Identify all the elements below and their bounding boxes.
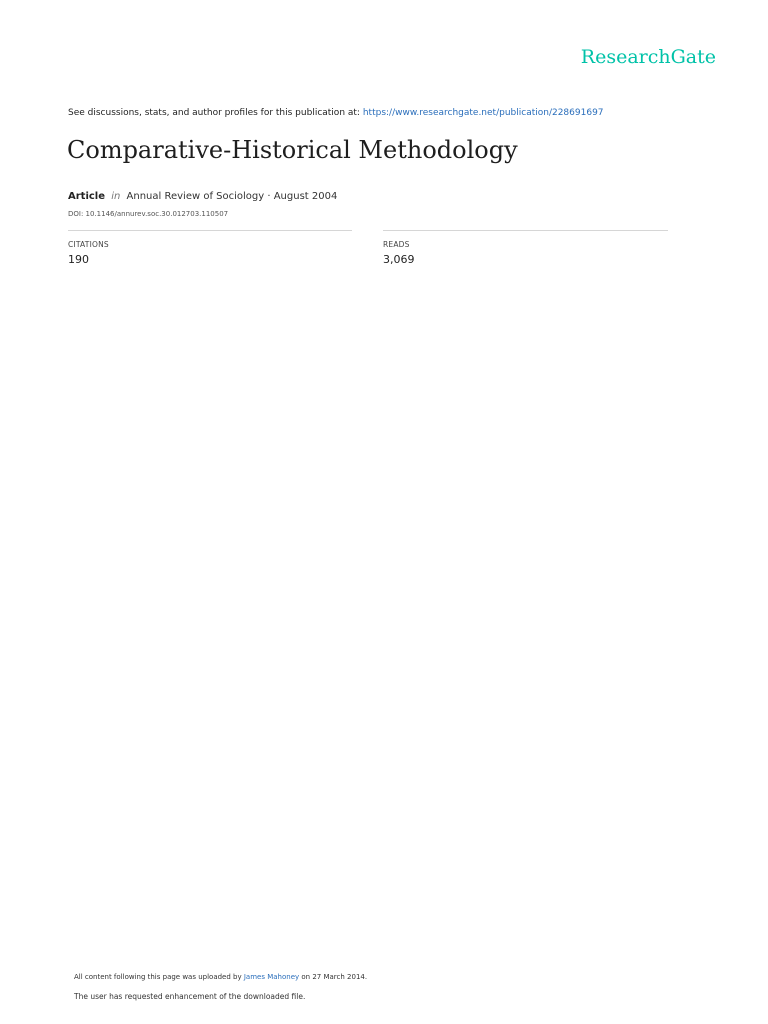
citations-stat xyxy=(68,230,352,266)
publication-type: Article xyxy=(68,191,106,202)
citations-label: CITATIONS xyxy=(68,240,109,249)
discussion-line xyxy=(68,108,604,118)
discussion-prefix: See discussions, stats, and author profiles for this publication at: xyxy=(68,108,360,118)
venue-date: Annual Review of Sociology · August 2004 xyxy=(126,191,338,202)
in-label: in xyxy=(111,191,121,202)
publication-meta xyxy=(68,191,337,202)
request-note: The user has requested enhancement of the downloaded file. xyxy=(74,992,306,1001)
reads-label: READS xyxy=(383,240,410,249)
researchgate-logo[interactable]: ResearchGate xyxy=(580,46,716,68)
reads-stat xyxy=(383,230,668,266)
reads-value: 3,069 xyxy=(383,253,415,266)
upload-note xyxy=(74,973,367,981)
upload-prefix: All content following this page was uploaded by xyxy=(74,973,242,981)
uploader-link[interactable]: James Mahoney xyxy=(243,973,300,981)
page-title: Comparative-Historical Methodology xyxy=(67,136,518,164)
doi-text: DOI: 10.1146/annurev.soc.30.012703.110507 xyxy=(68,210,229,218)
publication-url-link[interactable]: https://www.researchgate.net/publication/228691697 xyxy=(362,108,604,118)
upload-suffix: on 27 March 2014. xyxy=(301,973,368,981)
citations-value: 190 xyxy=(68,253,89,266)
